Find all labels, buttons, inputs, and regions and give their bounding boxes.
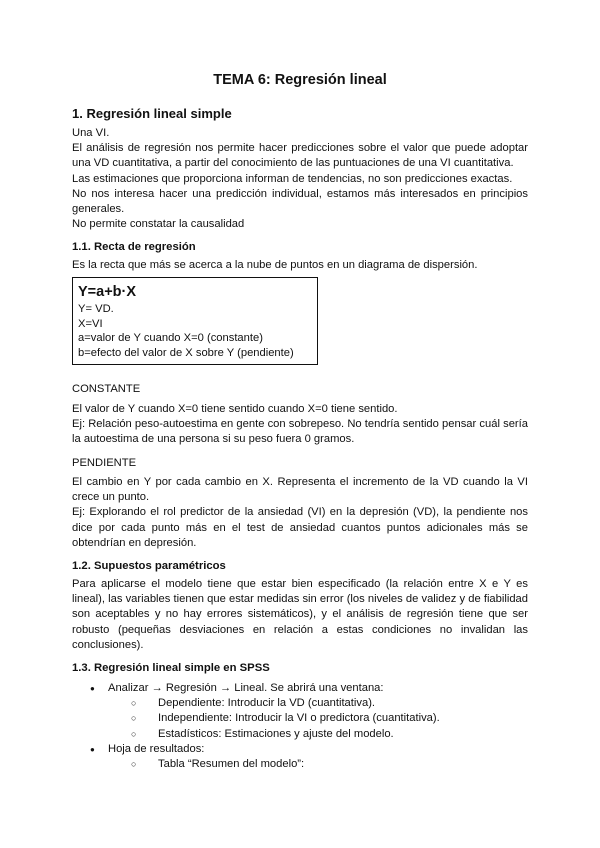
formula-line: X=VI [78,317,103,330]
paragraph: El valor de Y cuando X=0 tiene sentido cuando X=0 tiene sentido. [72,403,398,415]
list-item [72,742,532,772]
section-heading-1-1: 1.1. Recta de regresión [72,241,196,253]
section-heading-1-2: 1.2. Supuestos paramétricos [72,560,226,572]
section-1-2-body [72,577,528,653]
list-item [72,681,532,742]
page-title: TEMA 6: Regresión lineal [213,72,387,88]
formula-line: a=valor de Y cuando X=0 (constante) [78,332,263,345]
list-item-text: Analizar → Regresión → Lineal. Se abrirá una ventana: [108,682,384,694]
sub-list [108,696,532,742]
section-1-body [72,126,528,232]
constante-body [72,402,528,448]
paragraph: Ej: Relación peso-autoestima en gente con sobrepeso. No tendría sentido pensar cuál sería la autoestima de una persona si su peso fuera 0 gramos. [72,418,528,446]
list-item-text: Hoja de resultados: [108,742,205,755]
sub-list-item: ○ Tabla “Resumen del modelo”: [108,757,532,772]
paragraph: No nos interesa hacer una predicción individual, estamos más interesados en principios generales. [72,187,528,216]
formula-line: b=efecto del valor de X sobre Y (pendiente) [78,346,294,359]
paragraph: Las estimaciones que proporciona informan de tendencias, no son predicciones exactas. [72,172,513,185]
constante-label: CONSTANTE [72,383,141,395]
paragraph: Para aplicarse el modelo tiene que estar bien especificado (la relación entre X e Y es lineal), las variables tienen que estar medidas sin error (los niveles de validez y de fiabilidad son aceptables y no hay errores sistemáticos), y el análisis de regresión tiene que ser robusto (pequeñas desviaciones en relación a estas condiciones no invalidan las conclusiones). [72,578,528,651]
paragraph: Es la recta que más se acerca a la nube de puntos en un diagrama de dispersión. [72,259,478,271]
spss-steps-list [72,681,532,772]
paragraph: El cambio en Y por cada cambio en X. Representa el incremento de la VD cuando la VI crece un punto. [72,476,528,504]
pendiente-body [72,475,528,551]
paragraph: Una VI. [72,127,110,139]
sub-list [108,757,532,772]
formula-box [72,277,318,365]
sub-list-item: ○ Independiente: Introducir la VI o predictora (cuantitativa). [108,711,532,726]
pendiente-label: PENDIENTE [72,457,137,469]
paragraph: Ej: Explorando el rol predictor de la ansiedad (VI) en la depresión (VD), la pendiente nos dice por cada punto más en el test de ansiedad cuantos puntos adicionales más se obtendrían en depresión. [72,506,528,549]
section-heading-1: 1. Regresión lineal simple [72,106,232,121]
formula-line: Y= VD. [78,303,114,315]
sub-list-item: ○ Estadísticos: Estimaciones y ajuste del modelo. [108,727,532,742]
section-heading-1-3: 1.3. Regresión lineal simple en SPSS [72,662,270,674]
paragraph: No permite constatar la causalidad [72,218,245,231]
paragraph: El análisis de regresión nos permite hacer predicciones sobre el valor que puede adoptar una VD cuantitativa, a partir del conocimiento de las puntuaciones de una VI cuantitativa. [72,142,528,170]
sub-list-item: ○ Dependiente: Introducir la VD (cuantitativa). [108,696,532,711]
regression-formula: Y=a+b·X [78,284,137,300]
